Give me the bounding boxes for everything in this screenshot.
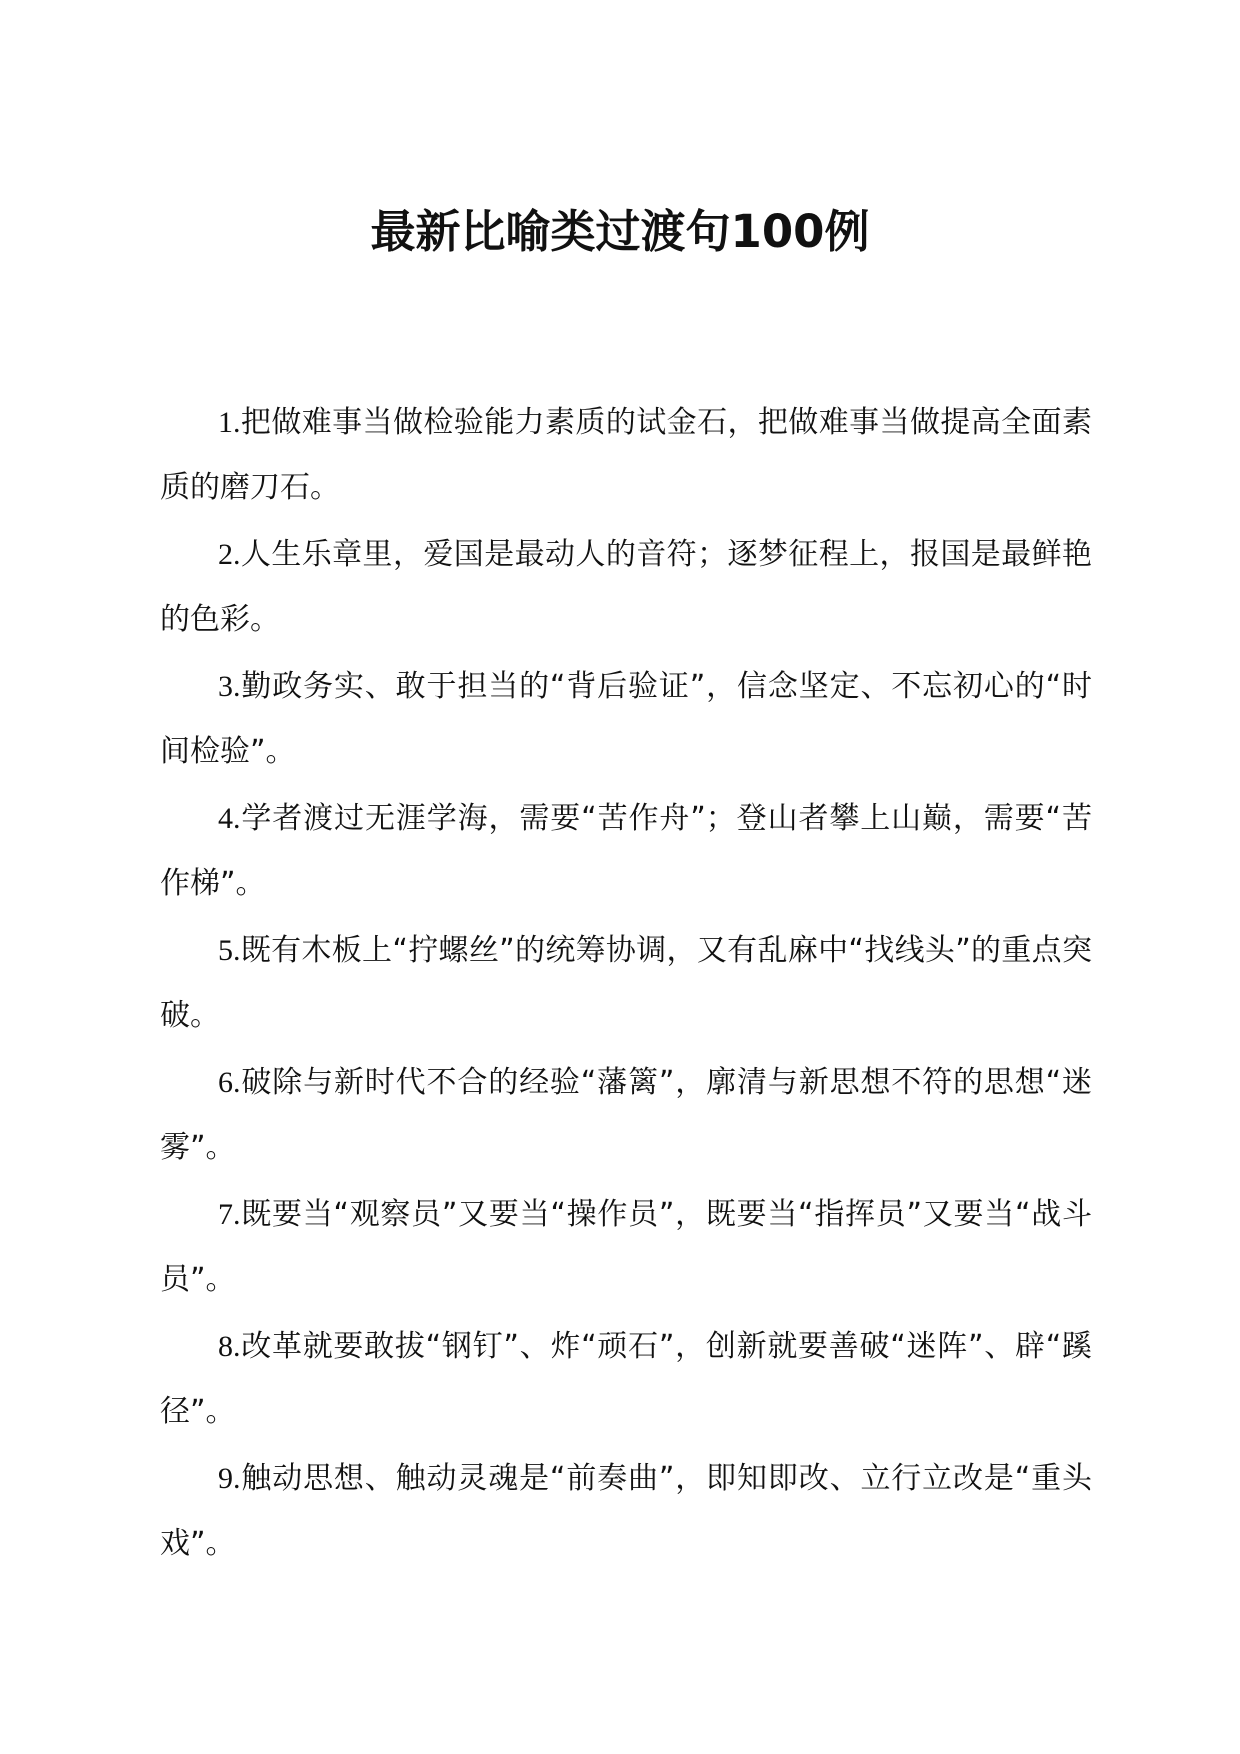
list-item (160, 1314, 1092, 1444)
list-item (160, 1182, 1092, 1312)
page-title: 最新比喻类过渡句100例 (370, 205, 870, 258)
item-text: 破除与新时代不合的经验“藩篱”，廓清与新思想不符的思想“迷雾”。 (160, 1065, 1092, 1165)
list-item (160, 918, 1092, 1048)
list-item (160, 654, 1092, 784)
list-item (160, 786, 1092, 916)
item-number: 4. (218, 802, 241, 835)
item-text: 既有木板上“拧螺丝”的统筹协调，又有乱麻中“找线头”的重点突破。 (160, 933, 1092, 1033)
item-text: 把做难事当做检验能力素质的试金石，把做难事当做提高全面素质的磨刀石。 (160, 405, 1092, 505)
item-number: 5. (218, 934, 241, 967)
list-item (160, 522, 1092, 652)
item-number: 2. (218, 538, 241, 571)
item-text: 触动思想、触动灵魂是“前奏曲”，即知即改、立行立改是“重头戏”。 (160, 1461, 1092, 1561)
item-number: 6. (218, 1066, 241, 1099)
item-text: 改革就要敢拔“钢钉”、炸“顽石”，创新就要善破“迷阵”、辟“蹊径”。 (160, 1329, 1092, 1429)
list-item (160, 1446, 1092, 1576)
item-number: 9. (218, 1462, 241, 1495)
item-text: 人生乐章里，爱国是最动人的音符；逐梦征程上，报国是最鲜艳的色彩。 (160, 537, 1092, 637)
item-number: 3. (218, 670, 241, 703)
item-number: 8. (218, 1330, 241, 1363)
item-number: 7. (218, 1198, 241, 1231)
list-item (160, 390, 1092, 520)
list-item (160, 1050, 1092, 1180)
document-body (160, 390, 1092, 1578)
item-text: 既要当“观察员”又要当“操作员”，既要当“指挥员”又要当“战斗员”。 (160, 1197, 1092, 1297)
item-number: 1. (218, 406, 241, 439)
item-text: 学者渡过无涯学海，需要“苦作舟”；登山者攀上山巅，需要“苦作梯”。 (160, 801, 1092, 901)
item-text: 勤政务实、敢于担当的“背后验证”，信念坚定、不忘初心的“时间检验”。 (160, 669, 1092, 769)
